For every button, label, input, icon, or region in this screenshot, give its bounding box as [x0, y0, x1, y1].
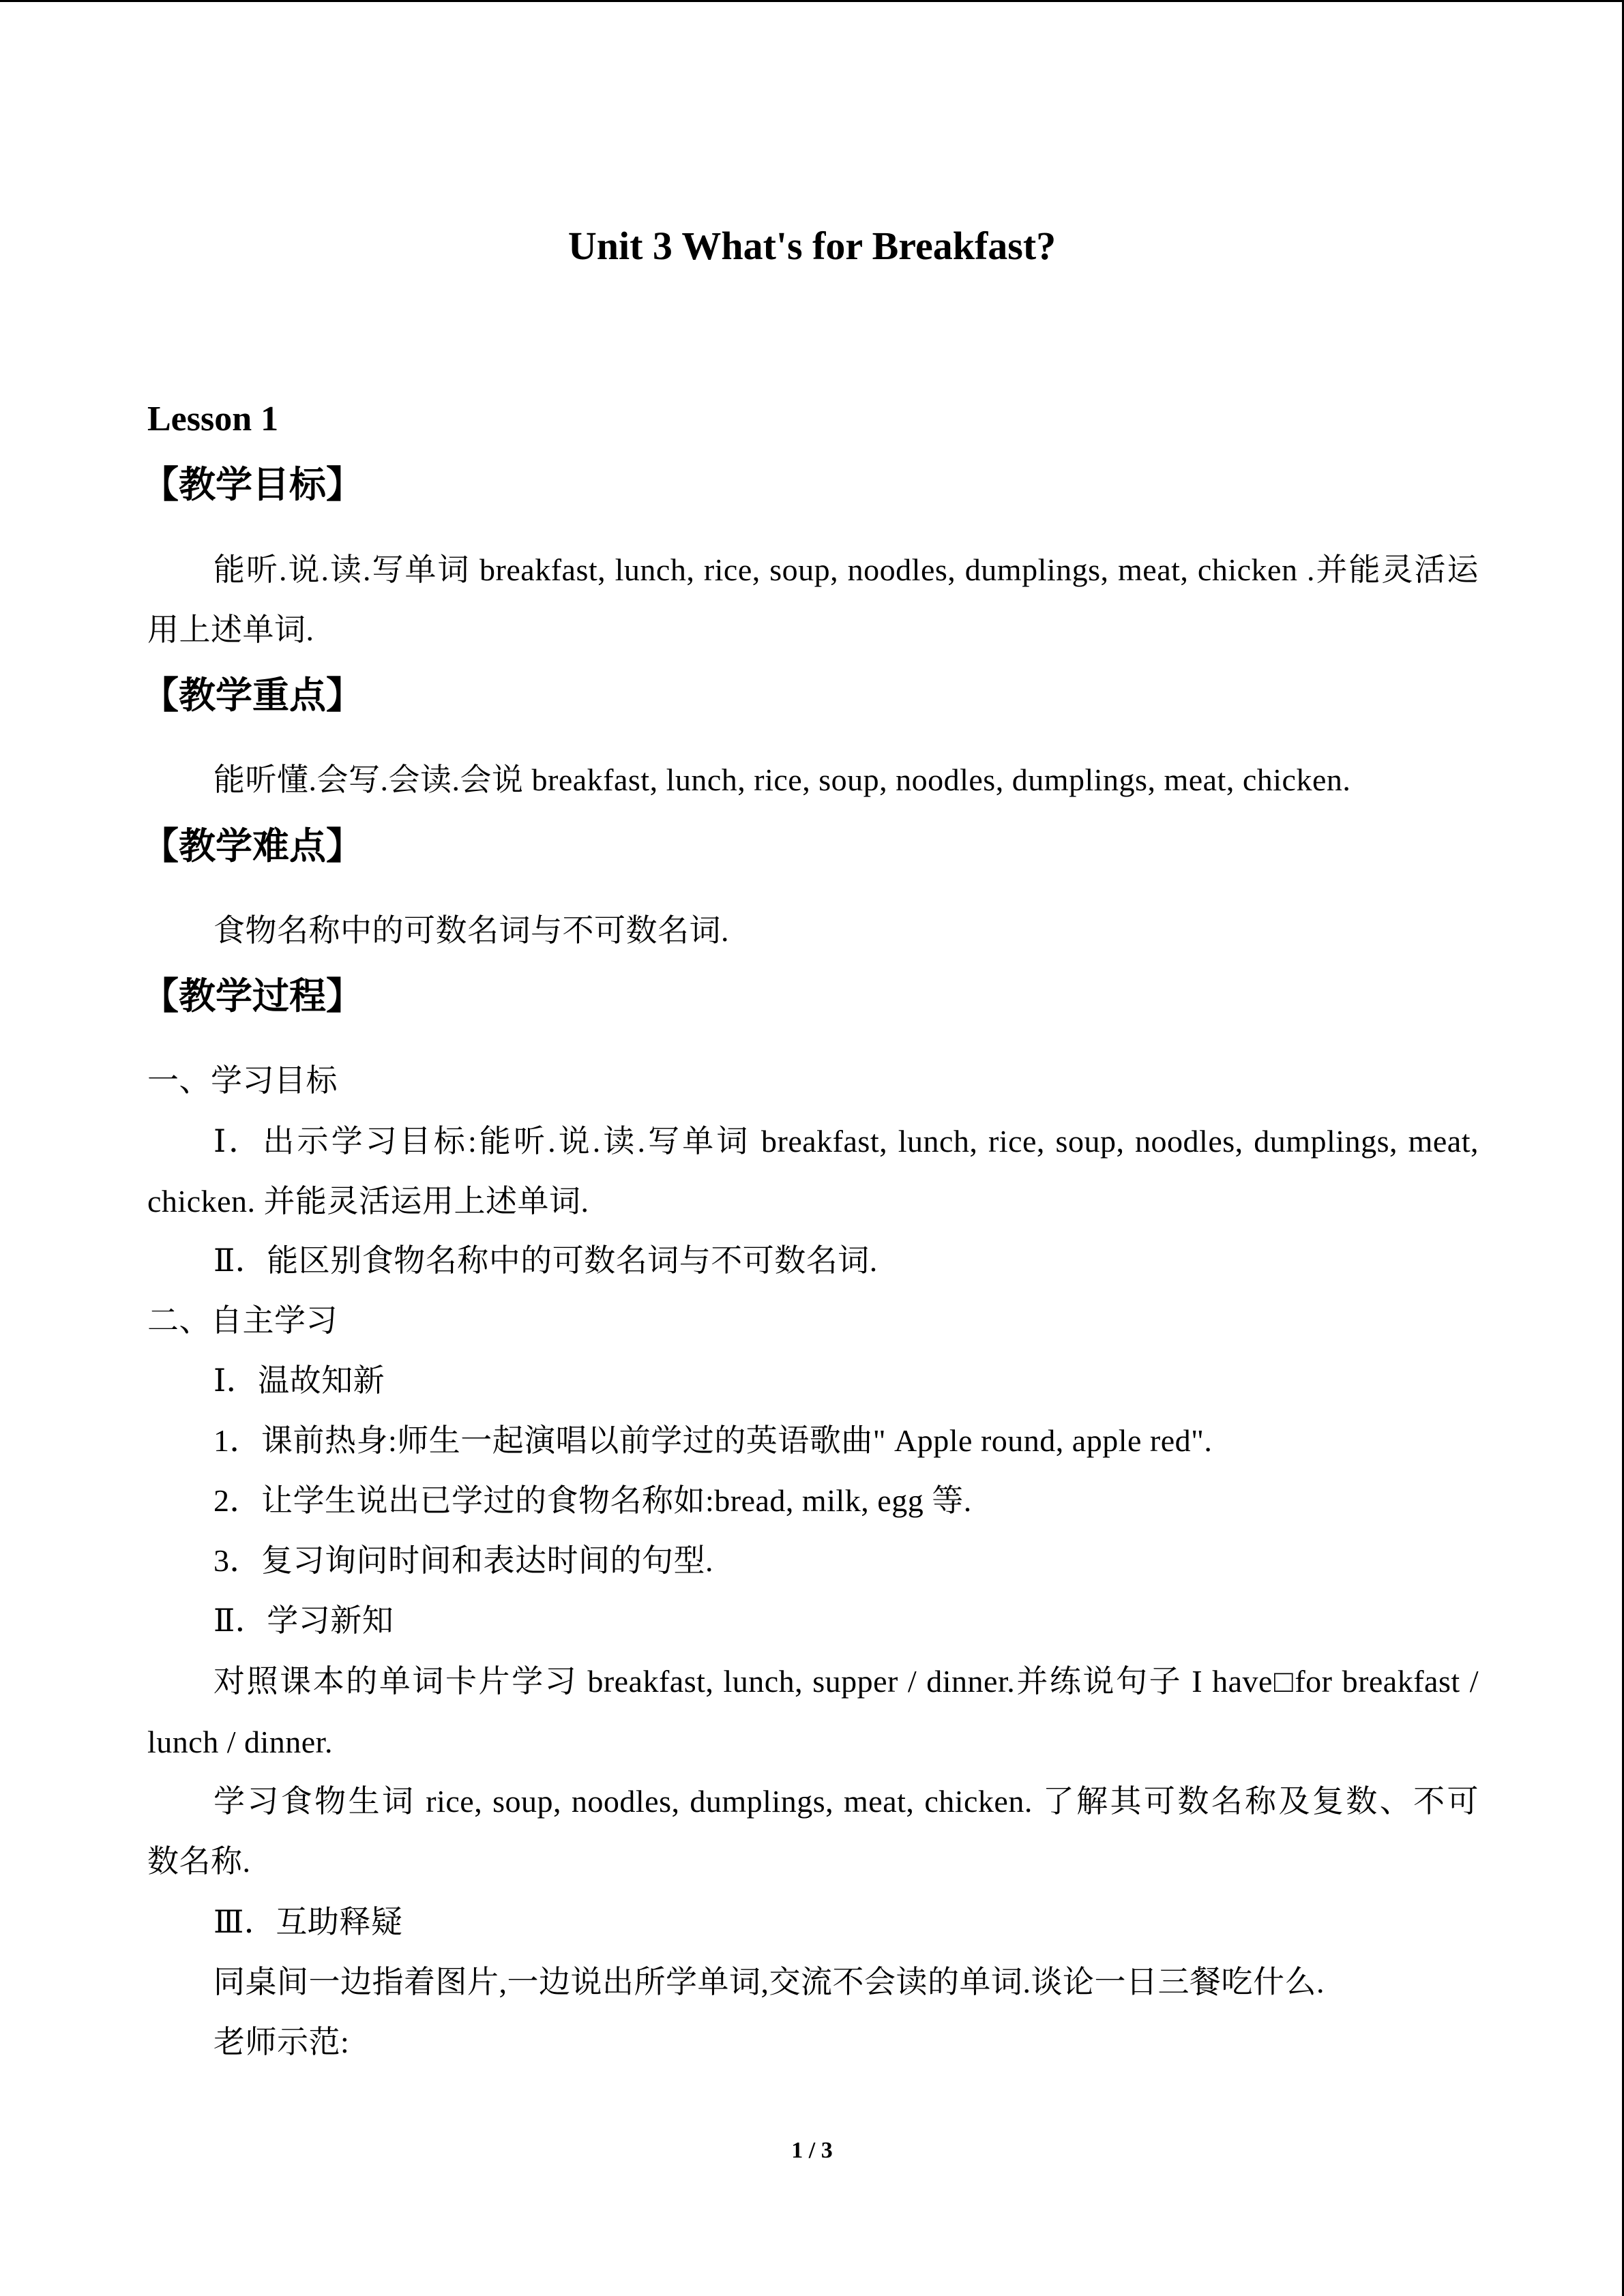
process-part1-item-i-line-2: chicken. 并能灵活运用上述单词. [147, 1184, 589, 1219]
process-part1-item-ii: Ⅱ．能区别食物名称中的可数名词与不可数名词. [213, 1243, 878, 1278]
process-part2-heading: 二、自主学习 [147, 1303, 338, 1338]
process-part2-item-i: Ⅰ．温故知新 [213, 1363, 385, 1398]
process-food-words-line-1: 学习食物生词 rice, soup, noodles, dumplings, meat, chicken. 了解其可数名称及复数、不可 [213, 1784, 1479, 1819]
lesson-heading: Lesson 1 [147, 400, 279, 438]
section-heading-difficulties: 【教学难点】 [142, 824, 363, 867]
section-heading-goals: 【教学目标】 [142, 463, 363, 506]
process-part2-item-iii: Ⅲ．互助释疑 [213, 1905, 403, 1939]
process-new-words-line-2: lunch / dinner. [147, 1725, 333, 1759]
process-part1-item-i-line-1: Ⅰ．出示学习目标:能听.说.读.写单词 breakfast, lunch, rice, soup, noodles, dumplings, meat, [213, 1124, 1479, 1159]
key-points-text: 能听懂.会写.会读.会说 breakfast, lunch, rice, soup, noodles, dumplings, meat, chicken. [213, 762, 1351, 797]
section-heading-key-points: 【教学重点】 [142, 674, 363, 717]
goals-text-line-2: 用上述单词. [147, 612, 314, 647]
section-heading-process: 【教学过程】 [142, 974, 363, 1017]
page-indicator: 1 / 3 [791, 2138, 833, 2163]
process-pair-work-text: 同桌间一边指着图片,一边说出所学单词,交流不会读的单词.谈论一日三餐吃什么. [213, 1965, 1325, 1999]
process-food-words-line-2: 数名称. [147, 1844, 251, 1879]
process-part2-list-item-1: 1．课前热身:师生一起演唱以前学过的英语歌曲" Apple round, apple red". [213, 1423, 1213, 1458]
page-title: Unit 3 What's for Breakfast? [567, 224, 1057, 268]
process-teacher-demo-text: 老师示范: [213, 2025, 350, 2059]
process-part2-list-item-2: 2．让学生说出已学过的食物名称如:bread, milk, egg 等. [213, 1483, 972, 1518]
process-part2-item-ii: Ⅱ．学习新知 [213, 1603, 394, 1638]
goals-text-line-1: 能听.说.读.写单词 breakfast, lunch, rice, soup, noodles, dumplings, meat, chicken .并能灵活运 [213, 552, 1479, 587]
process-part2-list-item-3: 3．复习询问时间和表达时间的句型. [213, 1543, 713, 1578]
difficulties-text: 食物名称中的可数名词与不可数名词. [213, 913, 729, 948]
process-new-words-line-1: 对照课本的单词卡片学习 breakfast, lunch, supper / dinner.并练说句子 I have□for breakfast / [213, 1664, 1479, 1699]
process-part1-heading: 一、学习目标 [147, 1063, 338, 1098]
